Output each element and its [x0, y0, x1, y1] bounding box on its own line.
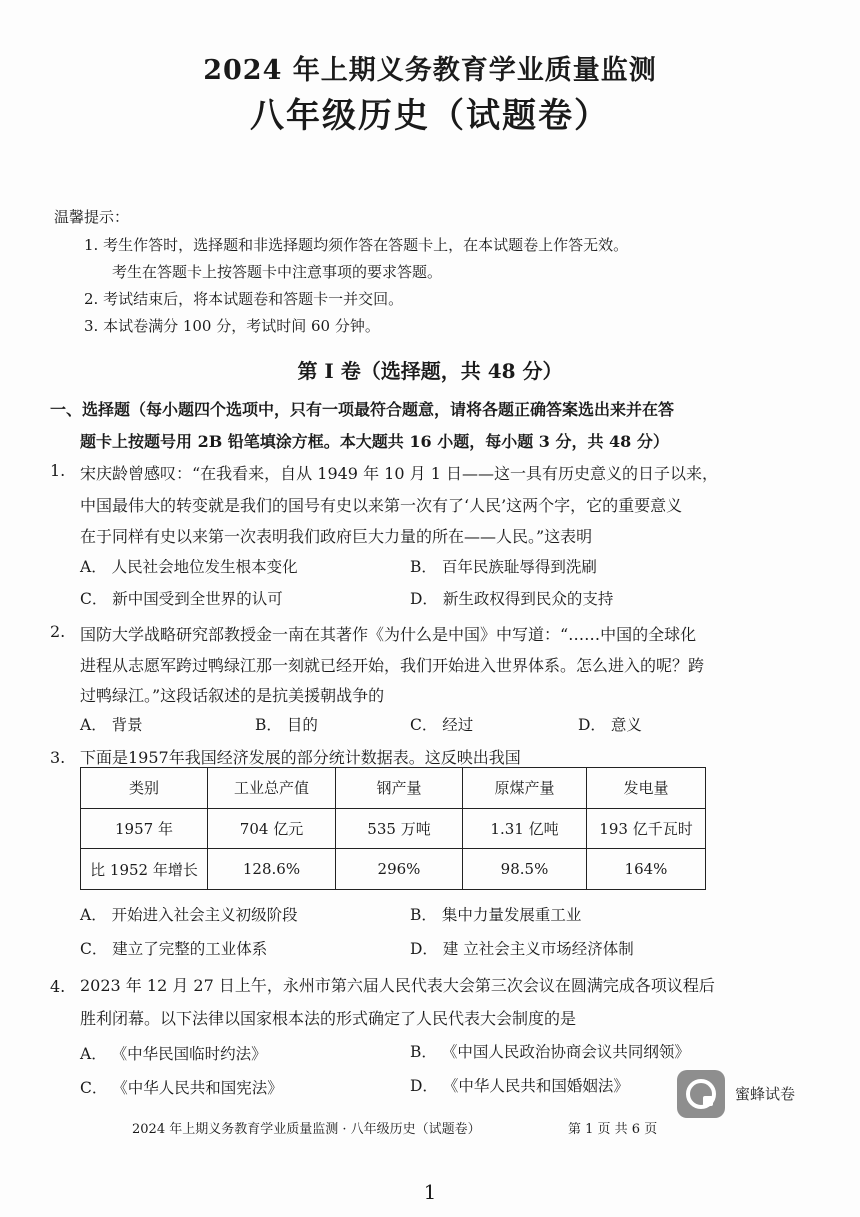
- table-header-row: [81, 768, 706, 809]
- option-d: D． 意义: [578, 716, 642, 734]
- option-c: C． 新中国受到全世界的认可: [80, 590, 283, 608]
- table-cell: 704 亿元: [208, 808, 336, 849]
- question-number: 3.: [50, 748, 66, 767]
- option-d: D． 建 立社会主义市场经济体制: [410, 940, 634, 958]
- option-a: A． 《中华民国临时约法》: [80, 1045, 267, 1063]
- tips-heading: 温馨提示：: [54, 208, 130, 226]
- option-b: B． 集中力量发展重工业: [410, 906, 582, 924]
- table-cell: 98.5%: [463, 849, 587, 890]
- table-header-cell: 原煤产量: [463, 768, 587, 809]
- exam-title-line2: 八年级历史（试题卷）: [250, 96, 610, 136]
- question-text: 国防大学战略研究部教授金一南在其著作《为什么是中国》中写道：“……中国的全球化: [80, 625, 697, 644]
- section-intro-line2: 题卡上按题号用 2B 铅笔填涂方框。本大题共 16 小题，每小题 3 分，共 48 分）: [80, 432, 669, 451]
- option-c: C． 《中华人民共和国宪法》: [80, 1079, 283, 1097]
- exam-title-line1: 2024 年上期义务教育学业质量监测: [203, 55, 657, 86]
- page-number: 1: [423, 1180, 437, 1204]
- footer-page-info: 第 1 页 共 6 页: [568, 1122, 658, 1137]
- tip-item: 考生在答题卡上按答题卡中注意事项的要求答题。: [112, 263, 443, 281]
- table-cell: 535 万吨: [336, 808, 463, 849]
- question-text: 过鸭绿江。”这段话叙述的是抗美援朝战争的: [80, 686, 385, 705]
- section-title: 第 I 卷（选择题，共 48 分）: [297, 359, 563, 383]
- option-c: C． 经过: [410, 716, 474, 734]
- option-b: B． 《中国人民政治协商会议共同纲领》: [410, 1043, 690, 1061]
- table-row: [81, 808, 706, 849]
- question-number: 2.: [50, 622, 66, 641]
- watermark-text: 蜜蜂试卷: [735, 1085, 796, 1103]
- question-number: 4.: [50, 977, 66, 996]
- question-number: 1.: [50, 461, 66, 480]
- question-text: 在于同样有史以来第一次表明我们政府巨大力量的所在——人民。”这表明: [80, 527, 593, 546]
- table-header-cell: 类别: [81, 768, 208, 809]
- option-a: A． 背景: [80, 716, 143, 734]
- tip-item: 3. 本试卷满分 100 分，考试时间 60 分钟。: [84, 317, 380, 335]
- option-a: A． 人民社会地位发生根本变化: [80, 558, 298, 576]
- question-text: 宋庆龄曾感叹：“在我看来，自从 1949 年 10 月 1 日——这一具有历史意义的日子以来，: [80, 464, 718, 483]
- table-header-cell: 钢产量: [336, 768, 463, 809]
- table-header-cell: 工业总产值: [208, 768, 336, 809]
- option-d: D． 《中华人民共和国婚姻法》: [410, 1077, 629, 1095]
- bee-logo-icon: [677, 1070, 725, 1118]
- question-text: 进程从志愿军跨过鸭绿江那一刻就已经开始，我们开始进入世界体系。怎么进入的呢？跨: [80, 656, 705, 675]
- statistics-table: [80, 767, 706, 890]
- option-b: B． 百年民族耻辱得到洗刷: [410, 558, 597, 576]
- tip-item: 2. 考试结束后，将本试题卷和答题卡一并交回。: [84, 290, 404, 308]
- table-cell: 1.31 亿吨: [463, 808, 587, 849]
- table-cell: 1957 年: [81, 808, 208, 849]
- footer-exam-name: 2024 年上期义务教育学业质量监测 · 八年级历史（试题卷）: [132, 1122, 481, 1137]
- option-a: A． 开始进入社会主义初级阶段: [80, 906, 298, 924]
- question-text: 2023 年 12 月 27 日上午，永州市第六届人民代表大会第三次会议在圆满完成各项议程后: [80, 976, 715, 995]
- table-header-cell: 发电量: [587, 768, 706, 809]
- table-cell: 128.6%: [208, 849, 336, 890]
- table-cell: 296%: [336, 849, 463, 890]
- option-d: D． 新生政权得到民众的支持: [410, 590, 614, 608]
- question-text: 下面是1957年我国经济发展的部分统计数据表。这反映出我国: [80, 748, 521, 767]
- table-cell: 比 1952 年增长: [81, 849, 208, 890]
- question-text: 胜利闭幕。以下法律以国家根本法的形式确定了人民代表大会制度的是: [80, 1009, 577, 1028]
- option-b: B． 目的: [255, 716, 318, 734]
- section-intro-line1: 一、选择题（每小题四个选项中，只有一项最符合题意，请将各题正确答案选出来并在答: [50, 400, 675, 419]
- question-text: 中国最伟大的转变就是我们的国号有史以来第一次有了‘人民’这两个字，它的重要意义: [80, 496, 683, 515]
- table-cell: 193 亿千瓦时: [587, 808, 706, 849]
- table-cell: 164%: [587, 849, 706, 890]
- table-row: [81, 849, 706, 890]
- tip-item: 1. 考生作答时，选择题和非选择题均须作答在答题卡上，在本试题卷上作答无效。: [84, 236, 629, 254]
- option-c: C． 建立了完整的工业体系: [80, 940, 268, 958]
